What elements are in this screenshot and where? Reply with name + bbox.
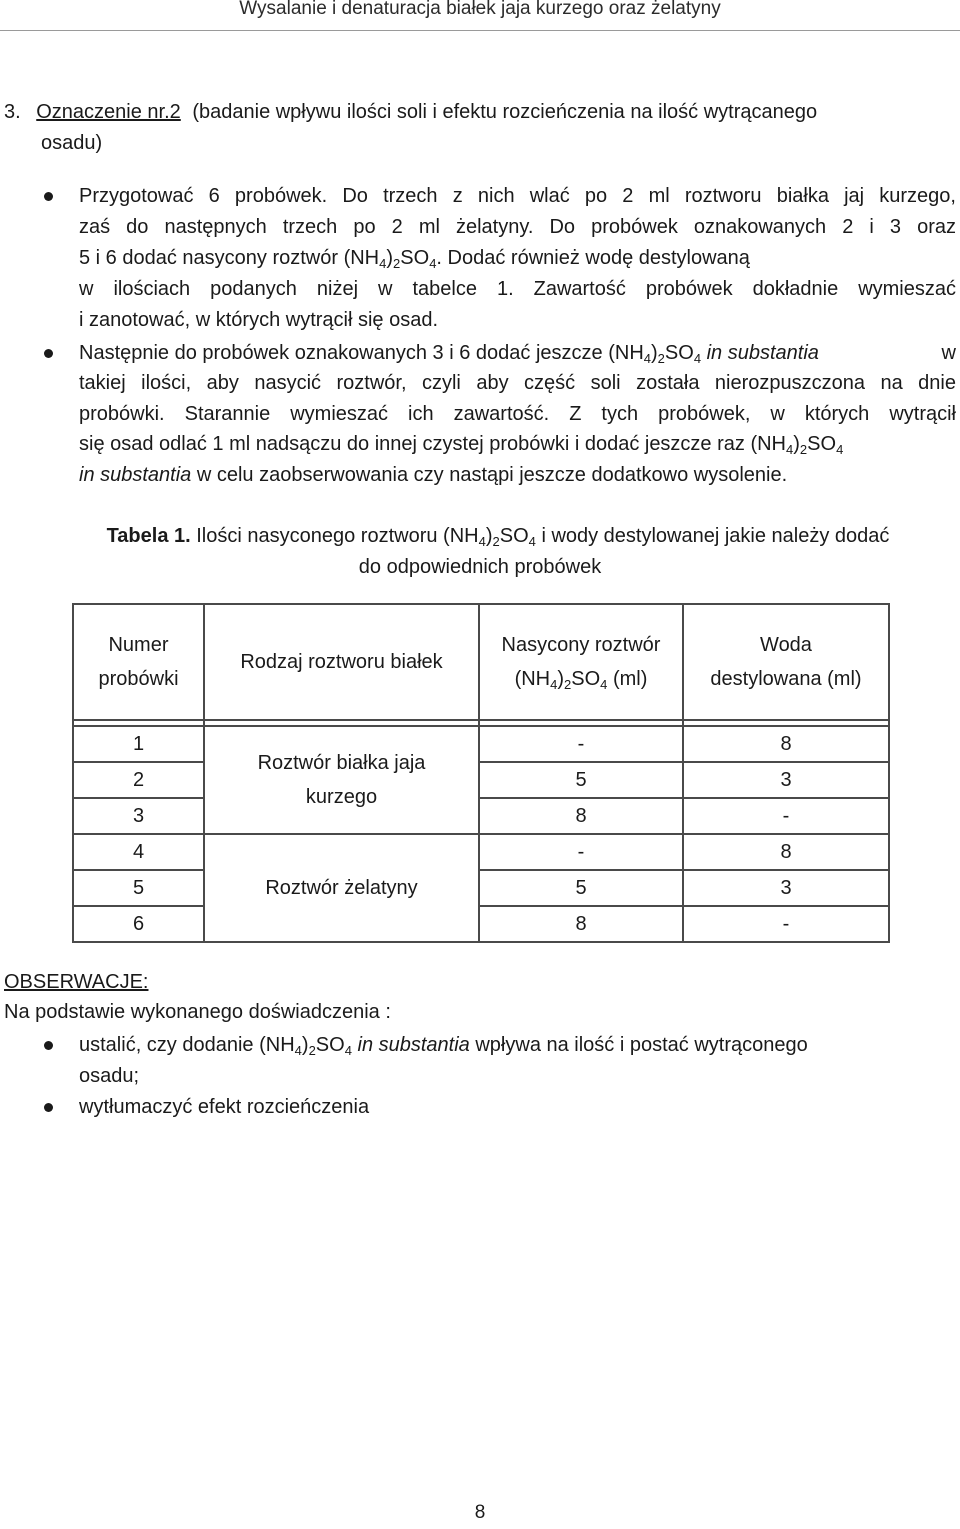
- caption-text-a: Ilości nasyconego roztworu (NH: [196, 525, 479, 547]
- type-text: kurzego: [305, 786, 378, 808]
- so-text: SO: [400, 247, 430, 269]
- bullet-dot: [44, 1041, 53, 1050]
- paren: ): [793, 433, 800, 455]
- header-text: Numer: [108, 634, 169, 656]
- table-row: [73, 870, 889, 906]
- paren: ): [301, 1034, 309, 1056]
- bullet2-line2: takiej ilości, aby nasycić roztwór, czyli aby część soli została nierozpuszczona na dnie: [79, 372, 956, 394]
- bullet1-line4: w ilościach podanych niżej w tabelce 1. Zawartość probówek dokładnie wymieszać: [79, 278, 956, 300]
- table-row: [73, 762, 889, 798]
- so-text: SO: [807, 433, 837, 455]
- sub-4: 4: [550, 677, 558, 692]
- section-number: 3.: [4, 101, 21, 123]
- bullet2-line1-c: w: [941, 342, 956, 364]
- header-saturated-solution: [479, 604, 683, 720]
- header-text: Nasycony roztwór: [501, 634, 661, 656]
- so-text: SO: [664, 342, 694, 364]
- bullet2-line5-b: w celu zaobserwowania czy nastąpi jeszcze dodatkowo wysolenie.: [196, 464, 788, 486]
- bullet1-line3-b: . Dodać również wodę destylowaną: [436, 247, 750, 269]
- sub-2: 2: [657, 351, 665, 366]
- cell-salt: -: [479, 834, 683, 870]
- bullet2-line5: [79, 460, 787, 490]
- sub-4: 4: [693, 351, 702, 366]
- table-header-row: [73, 604, 889, 720]
- bullet2-line1-a: Następnie do probówek oznakowanych 3 i 6 dodać jeszcze (NH: [79, 342, 644, 364]
- cell-num: 6: [73, 906, 204, 942]
- bullet1-line1: Przygotować 6 probówek. Do trzech z nich wlać po 2 ml roztworu białka jaj kurzego,: [79, 185, 956, 207]
- bullet2-line3: probówki. Starannie wymieszać ich zawartość. Z tych probówek, w których wytrącił: [79, 403, 956, 425]
- observations-title: OBSERWACJE:: [4, 971, 149, 993]
- section-desc-2: osadu): [41, 132, 103, 154]
- bullet1-line2: zaś do następnych trzech po 2 ml żelatyny. Do probówek oznakowanych 2 i 3 oraz: [79, 216, 956, 238]
- paren: ): [386, 247, 394, 269]
- table-row: [73, 798, 889, 834]
- header-tube-number: [73, 604, 204, 720]
- table-row: [73, 726, 889, 762]
- bullet1-line5: i zanotować, w których wytrącił się osad.: [79, 309, 439, 331]
- obs-bullet2: wytłumaczyć efekt rozcieńczenia: [79, 1096, 370, 1118]
- header-rule: [0, 30, 960, 31]
- paren: ): [651, 342, 658, 364]
- sub-4: 4: [786, 442, 794, 457]
- page-number: 8: [474, 1502, 486, 1523]
- sub-4: 4: [600, 677, 608, 692]
- bullet2-line1: [79, 338, 956, 368]
- cell-water: 3: [683, 870, 889, 906]
- cell-type-egg: [204, 726, 479, 834]
- section-heading: [4, 97, 817, 127]
- cell-num: 4: [73, 834, 204, 870]
- header-text: probówki: [98, 668, 179, 690]
- header-distilled-water: [683, 604, 889, 720]
- bullet2-line4: [79, 429, 843, 459]
- cell-num: 5: [73, 870, 204, 906]
- sub-2: 2: [308, 1043, 316, 1058]
- section-label: Oznaczenie nr.2: [36, 101, 181, 123]
- table-caption: [0, 521, 960, 551]
- cell-num: 1: [73, 726, 204, 762]
- cell-water: -: [683, 906, 889, 942]
- sub-2: 2: [799, 442, 808, 457]
- observations-intro: Na podstawie wykonanego doświadczenia :: [4, 1001, 391, 1023]
- running-header: Wysalanie i denaturacja białek jaja kurzego oraz żelatyny: [239, 0, 721, 19]
- sub-4: 4: [643, 351, 651, 366]
- bullet-dot: [44, 1103, 53, 1112]
- caption-line2: do odpowiednich probówek: [358, 556, 602, 578]
- table-row: [73, 834, 889, 870]
- obs-b1-c: wpływa na ilość i postać wytrąconego: [475, 1034, 808, 1056]
- header-solution-type: Rodzaj roztworu białek: [204, 604, 479, 720]
- cell-num: 2: [73, 762, 204, 798]
- sub-4: 4: [294, 1043, 302, 1058]
- sub-4: 4: [836, 442, 844, 457]
- sub-4: 4: [429, 256, 437, 271]
- header-text-pre: (NH: [514, 668, 551, 690]
- cell-water: 8: [683, 834, 889, 870]
- obs-b1-a: ustalić, czy dodanie (NH: [79, 1034, 295, 1056]
- sub-4: 4: [344, 1043, 352, 1058]
- bullet2-line4-a: się osad odlać 1 ml nadsączu do innej czystej probówki i dodać jeszcze raz (NH: [79, 433, 787, 455]
- in-substantia: in substantia: [706, 342, 819, 364]
- sub-2: 2: [492, 534, 500, 549]
- obs-bullet1-line2: osadu;: [79, 1065, 140, 1087]
- cell-water: 3: [683, 762, 889, 798]
- header-text: Woda: [760, 634, 812, 656]
- cell-num: 3: [73, 798, 204, 834]
- bullet1-line3-a: 5 i 6 dodać nasycony roztwór (NH: [79, 247, 380, 269]
- obs-bullet1-line1: [79, 1030, 956, 1060]
- so-text: SO: [571, 668, 601, 690]
- cell-salt: 8: [479, 906, 683, 942]
- cell-water: 8: [683, 726, 889, 762]
- cell-salt: 8: [479, 798, 683, 834]
- in-substantia: in substantia: [357, 1034, 470, 1056]
- header-text: destylowana (ml): [710, 668, 862, 690]
- cell-water: -: [683, 798, 889, 834]
- bullet-dot: [44, 349, 53, 358]
- sub-2: 2: [564, 677, 572, 692]
- bullet-dot: [44, 192, 53, 201]
- so-text: SO: [499, 525, 529, 547]
- cell-type-gelatin: Roztwór żelatyny: [204, 834, 479, 942]
- paren: ): [485, 525, 493, 547]
- sub-4: 4: [528, 534, 536, 549]
- solutions-table: [72, 603, 890, 943]
- sub-4: 4: [379, 256, 387, 271]
- so-text: SO: [315, 1034, 345, 1056]
- caption-text-b: i wody destylowanej jakie należy dodać: [541, 525, 890, 547]
- sub-4: 4: [478, 534, 486, 549]
- table-row: [73, 906, 889, 942]
- paren: ): [557, 668, 565, 690]
- header-text-post: (ml): [612, 668, 648, 690]
- sub-2: 2: [393, 256, 401, 271]
- bullet1-line3: [79, 243, 956, 273]
- section-desc-1: (badanie wpływu ilości soli i efektu rozcieńczenia na ilość wytrącanego: [192, 101, 818, 123]
- cell-salt: 5: [479, 762, 683, 798]
- header-text: [480, 662, 682, 696]
- cell-salt: 5: [479, 870, 683, 906]
- cell-salt: -: [479, 726, 683, 762]
- caption-label: Tabela 1.: [106, 525, 191, 547]
- type-text: Roztwór białka jaja: [257, 752, 426, 774]
- in-substantia: in substantia: [79, 464, 192, 486]
